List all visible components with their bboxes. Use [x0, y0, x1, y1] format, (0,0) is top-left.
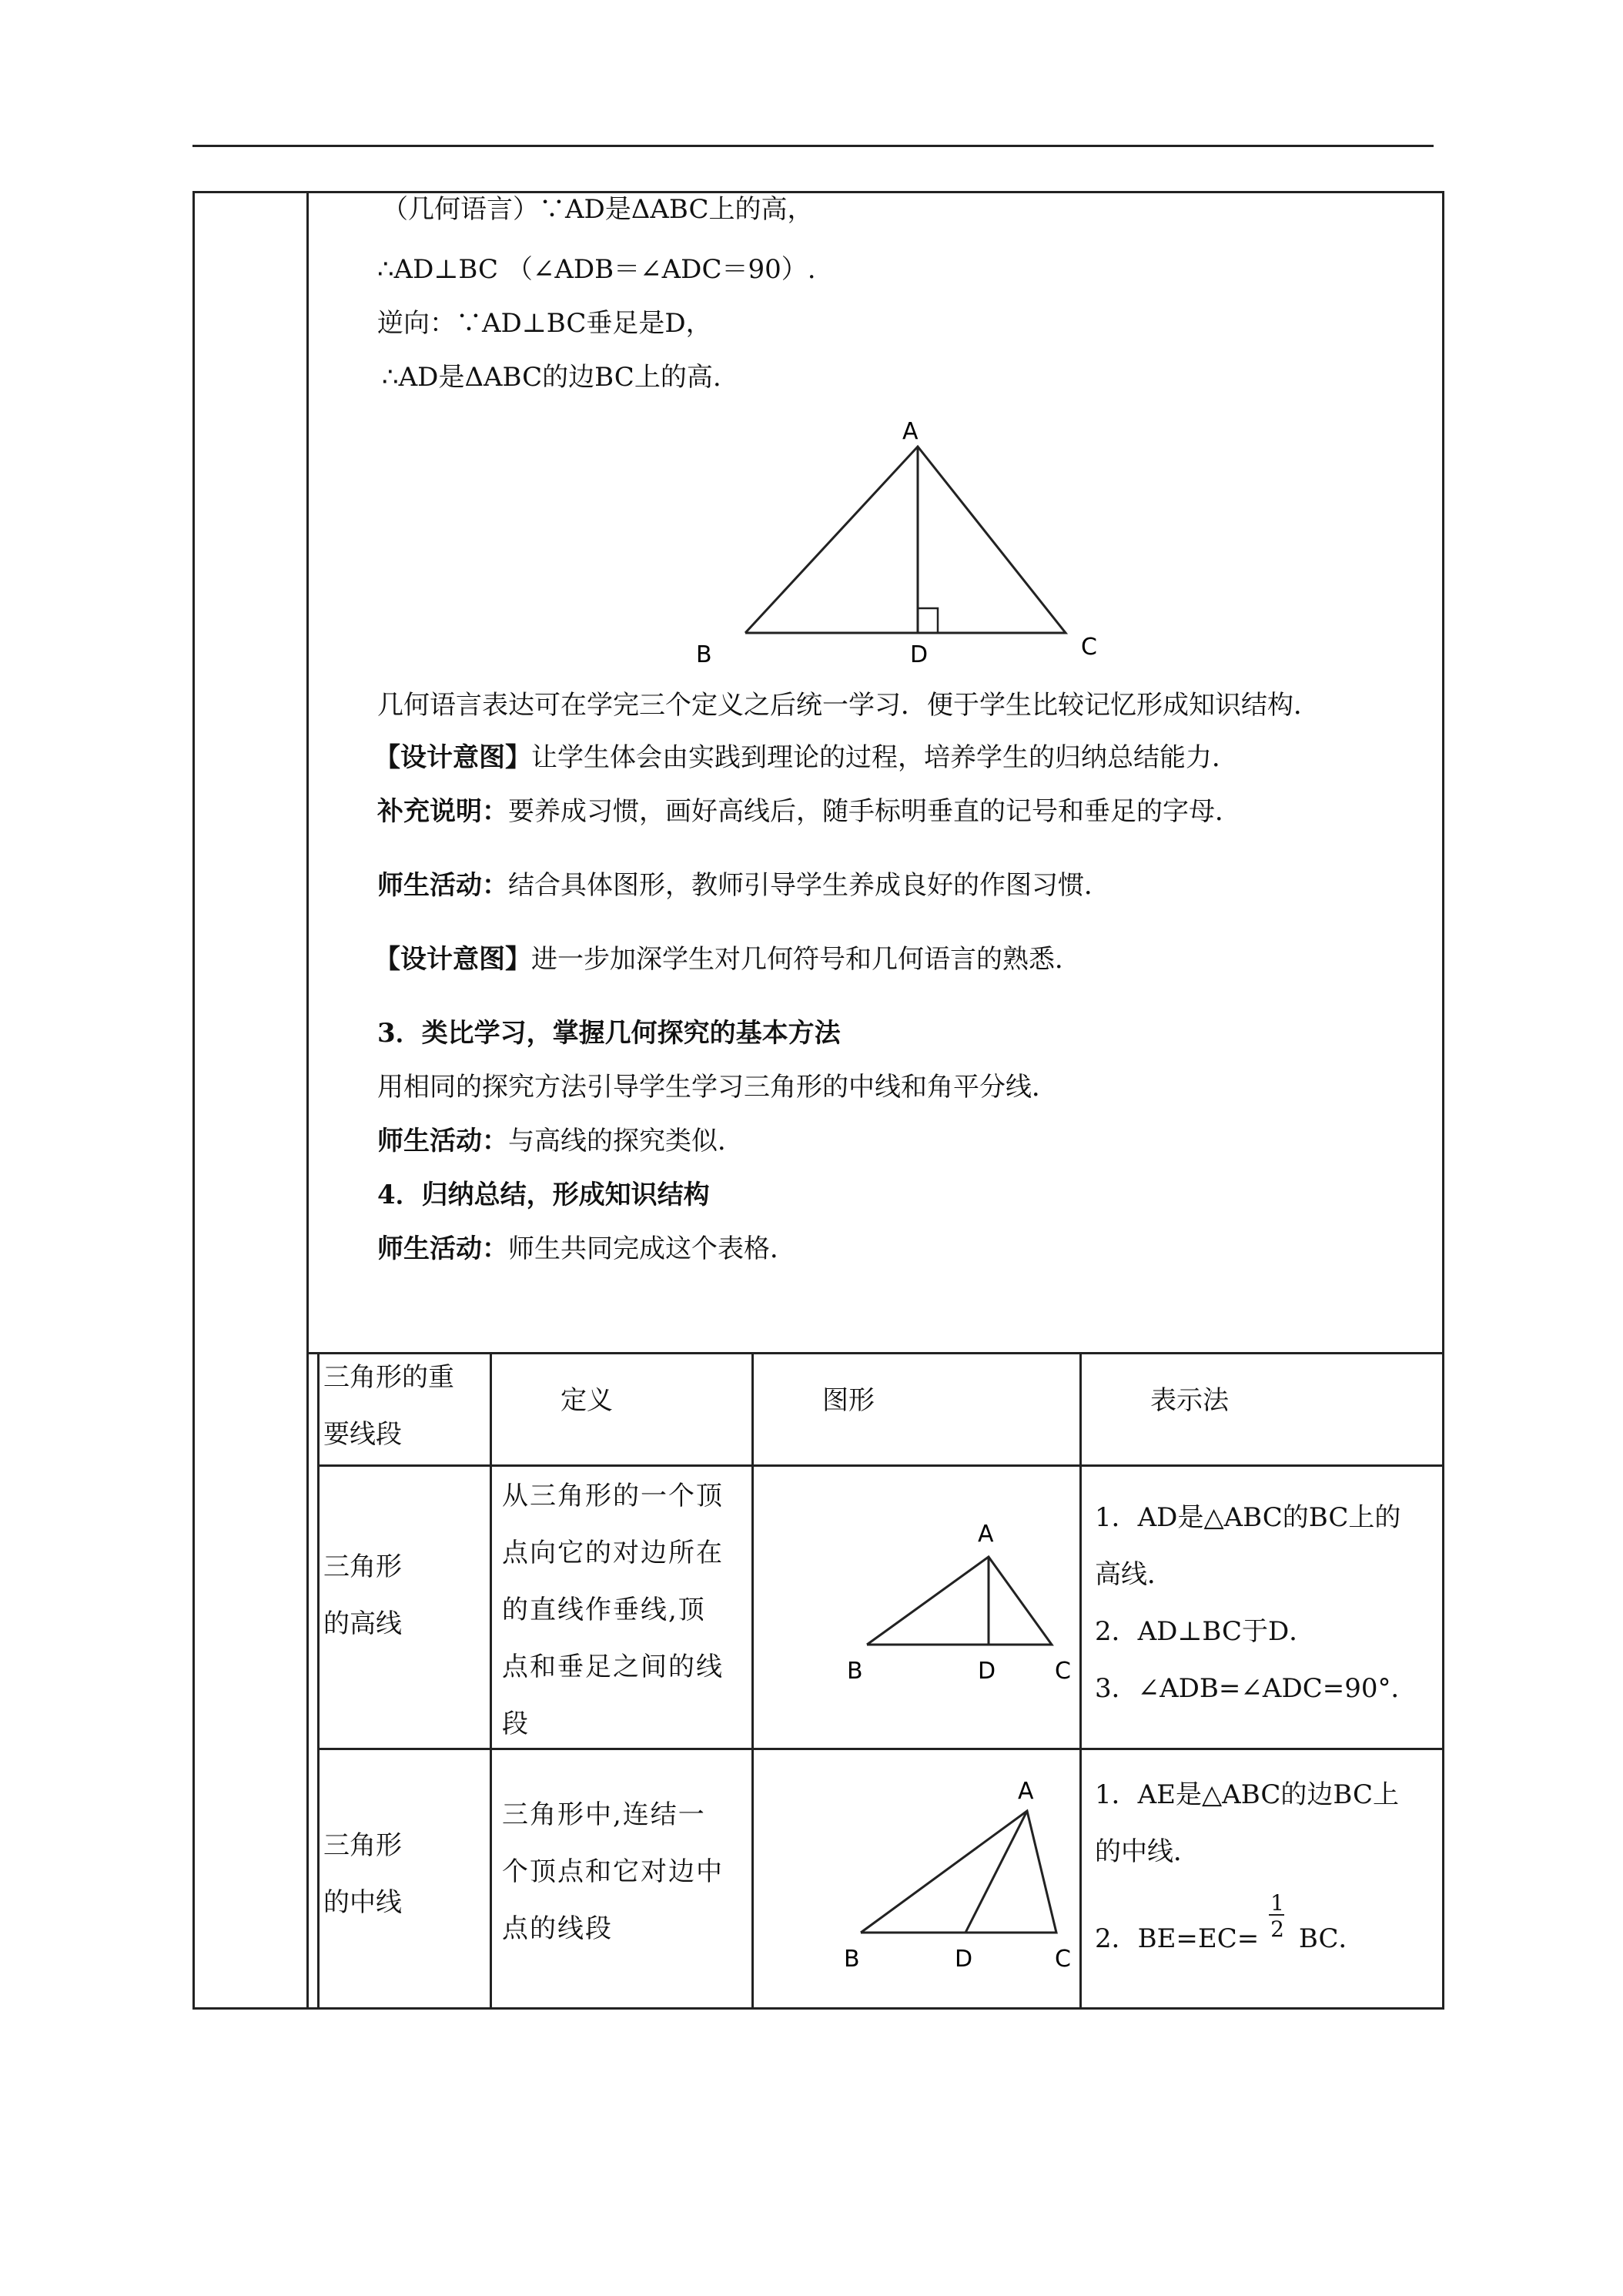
definition-text: 从三角形的一个顶: [502, 1481, 724, 1511]
paragraph: [377, 870, 1110, 901]
table-header-cell: 定义: [561, 1385, 613, 1416]
notation-text: 1．AD是△ABC的BC上的: [1095, 1502, 1401, 1533]
row-name-text: 的高线: [323, 1608, 402, 1639]
row-name-cell: [323, 1817, 402, 1931]
text-line: 逆向：∵AD⊥BC垂足是D，: [377, 308, 712, 339]
notation-cell: [1095, 1489, 1417, 1717]
notation-cell: [1095, 1766, 1399, 1880]
table-border: [317, 1748, 1444, 1750]
text-line: ∴AD是ΔABC的边BC上的高.: [382, 362, 721, 393]
section-heading: 3．类比学习，掌握几何探究的基本方法: [377, 1018, 841, 1049]
vertex-label-d: D: [955, 1946, 973, 1973]
vertex-label-c: C: [1055, 1658, 1071, 1685]
table-border: [490, 1352, 492, 2010]
notation-text: 1．AE是△ABC的边BC上: [1095, 1779, 1399, 1810]
paragraph-text: 结合具体图形，教师引导学生养成良好的作图习惯．: [508, 870, 1110, 901]
definition-text: 个顶点和它对边中: [502, 1856, 724, 1887]
definition-text: 段: [502, 1709, 530, 1739]
header-text: 三角形的重: [323, 1362, 454, 1393]
vertex-label-a: A: [1018, 1778, 1034, 1805]
vertex-label-c: C: [1081, 634, 1097, 661]
definition-text: 点的线段: [502, 1913, 613, 1944]
paragraph-label: 【设计意图】: [374, 944, 531, 975]
text-line: （几何语言）∵AD是ΔABC上的高，: [382, 194, 814, 225]
vertex-label-c: C: [1055, 1946, 1071, 1973]
paragraph-label: 【设计意图】: [374, 742, 531, 773]
table-header-cell: 表示法: [1150, 1385, 1229, 1416]
paragraph: [377, 796, 1241, 827]
vertex-label-b: B: [844, 1946, 860, 1973]
table-border: [317, 1464, 1444, 1467]
notation-text: 的中线．: [1095, 1836, 1200, 1867]
paragraph: [374, 742, 1238, 773]
paragraph-text: 要养成习惯，画好高线后，随手标明垂直的记号和垂足的字母．: [508, 796, 1241, 827]
paragraph-label: 师生活动：: [377, 870, 508, 901]
section-heading: 4．归纳总结，形成知识结构: [377, 1180, 710, 1210]
paragraph-label: 补充说明：: [377, 796, 508, 827]
vertex-label-a: A: [902, 418, 919, 445]
definition-text: 点和垂足之间的线: [502, 1652, 724, 1682]
table-border: [306, 1352, 1444, 1354]
vertex-label-b: B: [696, 641, 712, 668]
paragraph: 用相同的探究方法引导学生学习三角形的中线和角平分线．: [377, 1072, 1058, 1103]
fraction-numerator: 1: [1270, 1890, 1284, 1916]
vertex-label-a: A: [978, 1521, 994, 1548]
paragraph-label: 师生活动：: [377, 1233, 508, 1264]
notation-text: 2．AD⊥BC于D．: [1095, 1616, 1316, 1647]
table-header-cell: [323, 1349, 454, 1463]
notation-formula: [1095, 1890, 1365, 1954]
header-rule: [192, 145, 1434, 147]
table-border: [317, 1352, 320, 2010]
paragraph-text: 与高线的探究类似．: [508, 1126, 744, 1156]
text-line: ∴AD⊥BC （∠ADB＝∠ADC＝90）.: [377, 254, 816, 285]
paragraph-text: 师生共同完成这个表格．: [508, 1233, 796, 1264]
row-name-text: 三角形: [323, 1830, 402, 1861]
row-name-text: 的中线: [323, 1887, 402, 1918]
fraction: [1267, 1890, 1290, 1954]
definition-text: 点向它的对边所在: [502, 1538, 724, 1568]
notation-text: BC．: [1298, 1923, 1365, 1954]
vertex-label-d: D: [978, 1658, 996, 1685]
definition-text: 的直线作垂线,顶: [502, 1595, 706, 1625]
vertex-label-d: D: [910, 641, 929, 668]
paragraph-label: 师生活动：: [377, 1126, 508, 1156]
paragraph-text: 进一步加深学生对几何符号和几何语言的熟悉．: [531, 944, 1081, 975]
table-border: [1079, 1352, 1082, 2010]
paragraph: [377, 1233, 796, 1264]
header-text: 要线段: [323, 1419, 402, 1450]
vertex-label-b: B: [847, 1658, 863, 1685]
paragraph: 几何语言表达可在学完三个定义之后统一学习．便于学生比较记忆形成知识结构．: [377, 690, 1320, 721]
fraction-denominator: 2: [1270, 1916, 1284, 1942]
definition-text: 三角形中,连结一: [502, 1799, 706, 1830]
paragraph-text: 让学生体会由实践到理论的过程，培养学生的归纳总结能力．: [531, 742, 1238, 773]
definition-cell: [502, 1786, 724, 1957]
notation-text: 3．∠ADB=∠ADC=90°．: [1095, 1673, 1417, 1704]
table-header-cell: 图形: [822, 1385, 875, 1416]
row-name-text: 三角形: [323, 1551, 402, 1582]
paragraph: [374, 944, 1081, 975]
table-border: [751, 1352, 754, 2010]
definition-cell: [502, 1468, 724, 1752]
row-name-cell: [323, 1538, 402, 1652]
notation-text: 2．BE=EC=: [1095, 1923, 1260, 1954]
outer-column-divider: [306, 191, 309, 2010]
notation-text: 高线．: [1095, 1559, 1173, 1590]
paragraph: [377, 1126, 744, 1156]
